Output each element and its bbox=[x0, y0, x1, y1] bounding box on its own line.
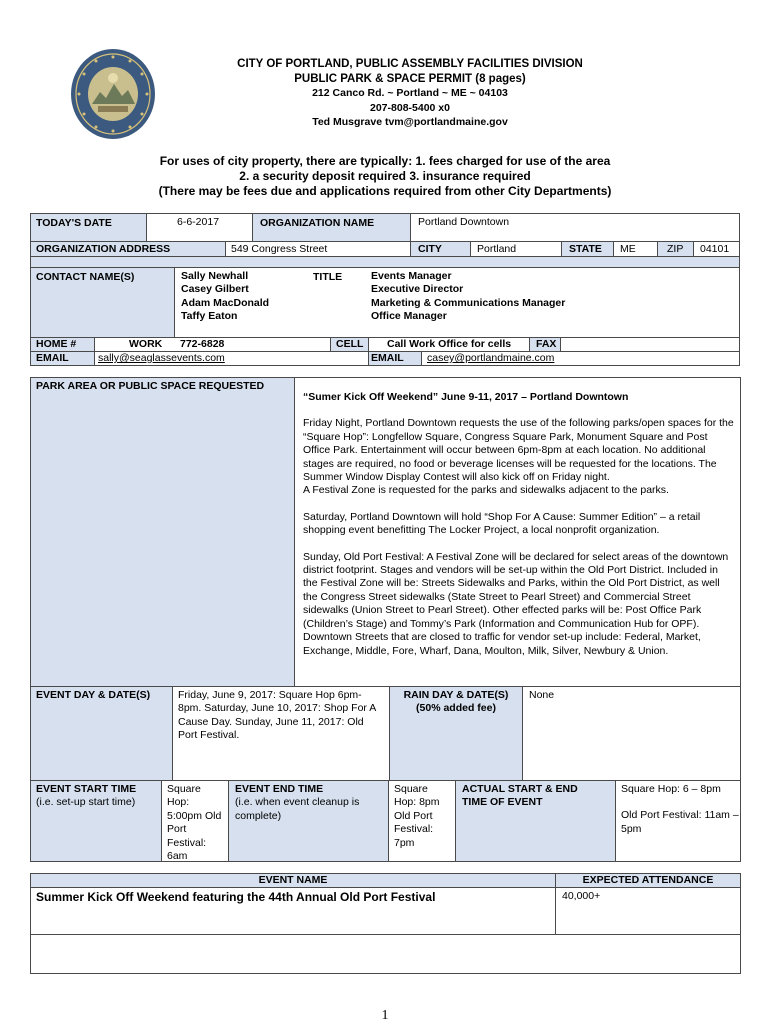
page-number: 1 bbox=[381, 1008, 389, 1023]
intro-line-2: 2. a security deposit required 3. insurance required bbox=[239, 169, 531, 183]
end-time-field[interactable] bbox=[388, 780, 456, 862]
city-label-cell bbox=[410, 241, 471, 257]
intro-text bbox=[40, 154, 730, 199]
contact-names-field[interactable] bbox=[174, 267, 740, 338]
email2-field[interactable] bbox=[421, 351, 740, 366]
city-label: CITY bbox=[418, 243, 442, 255]
header-line-5: Ted Musgrave tvm@portlandmaine.gov bbox=[312, 116, 508, 129]
intro-line-1: For uses of city property, there are typically: 1. fees charged for use of the area bbox=[159, 154, 611, 168]
end-time-value: Square Hop: 8pm Old Port Festival: 7pm bbox=[394, 783, 440, 849]
email2-label: EMAIL bbox=[371, 352, 404, 364]
attendance-label-cell bbox=[555, 873, 741, 888]
work-phone-field[interactable] bbox=[94, 337, 331, 352]
actual-time-label-cell bbox=[455, 780, 616, 862]
home-label: HOME # bbox=[36, 338, 77, 350]
event-dates-value: Friday, June 9, 2017: Square Hop 6pm-8pm. Saturday, June 10, 2017: Shop For A Cause Day. Sunday, June 11, 2017: Old Port Festival. bbox=[178, 689, 376, 742]
email2-value[interactable]: casey@portlandmaine.com bbox=[427, 352, 555, 364]
email2-label-cell bbox=[368, 351, 422, 366]
state-label: STATE bbox=[569, 243, 602, 255]
state-field[interactable] bbox=[613, 241, 658, 257]
park-paragraph-3b: Downtown Streets that are closed to traffic for vendor set-up include: Federal, Market, Exchange, Middle, Fore, Wharf, Dana, Moulton, Milk, Silver, Newbury & Union. bbox=[303, 631, 701, 657]
email-label: EMAIL bbox=[36, 352, 69, 364]
rain-date-label-line1: RAIN DAY & DATE(S) bbox=[403, 689, 509, 701]
event-name-label-cell bbox=[30, 873, 556, 888]
zip-value: 04101 bbox=[700, 243, 730, 255]
rain-date-label bbox=[390, 689, 522, 716]
zip-label: ZIP bbox=[667, 243, 684, 255]
park-paragraph-1b: A Festival Zone is requested for the parks and sidewalks adjacent to the parks. bbox=[303, 484, 669, 497]
end-time-sublabel: (i.e. when event cleanup is complete) bbox=[235, 796, 360, 822]
rain-date-label-cell bbox=[389, 686, 523, 781]
start-time-label: EVENT START TIME bbox=[36, 783, 137, 795]
attendance-label: EXPECTED ATTENDANCE bbox=[582, 874, 714, 886]
contact-title: Events Manager bbox=[371, 270, 452, 282]
cell-value: Call Work Office for cells bbox=[387, 338, 512, 350]
org-name-field[interactable] bbox=[410, 213, 740, 242]
attendance-value: 40,000+ bbox=[562, 890, 601, 902]
park-paragraph-3: Sunday, Old Port Festival: A Festival Zone will be declared for select areas of the downtown district footprint. Stages and vendors will be set-up within the Old Port District. Included in the Festival Zone will be: Streets Sidewalks and Parks, within the Old Port District, as well the Congress Street sidewalks (State Street to Pearl Street) and Commercial Street sidewalks (Union Street to Pearl Street). Other effected parks will be: Post Office Park (Children’s Stage) and Tommy’s Park (Information and Communication Hub for OPF). bbox=[303, 550, 729, 630]
start-time-label-cell bbox=[30, 780, 162, 862]
rain-date-label-line2: (50% added fee) bbox=[416, 702, 496, 715]
email-value[interactable]: sally@seaglassevents.com bbox=[98, 352, 225, 364]
todays-date-field[interactable] bbox=[146, 213, 253, 242]
start-time-label-block bbox=[36, 783, 136, 810]
park-area-label: PARK AREA OR PUBLIC SPACE REQUESTED bbox=[36, 380, 265, 392]
actual-time-label: ACTUAL START & END TIME OF EVENT bbox=[462, 783, 578, 809]
work-value: 772-6828 bbox=[180, 338, 225, 350]
park-paragraph-2: Saturday, Portland Downtown will hold “Shop For A Cause: Summer Edition” – a retail shopping event benefitting The Locker Project, a local nonprofit organization. bbox=[303, 510, 701, 537]
park-area-description bbox=[303, 391, 735, 658]
start-time-sublabel: (i.e. set-up start time) bbox=[36, 796, 136, 809]
org-name-label-cell bbox=[252, 213, 411, 242]
document-header bbox=[150, 57, 670, 130]
header-line-1: CITY OF PORTLAND, PUBLIC ASSEMBLY FACILITIES DIVISION bbox=[237, 58, 583, 70]
event-dates-field[interactable] bbox=[172, 686, 390, 781]
state-label-cell bbox=[561, 241, 614, 257]
title-list bbox=[371, 270, 565, 324]
actual-time-field[interactable] bbox=[615, 780, 741, 862]
zip-label-cell bbox=[657, 241, 694, 257]
zip-field[interactable] bbox=[693, 241, 740, 257]
state-value: ME bbox=[620, 243, 636, 255]
email-label-cell bbox=[30, 351, 95, 366]
start-time-field[interactable] bbox=[161, 780, 229, 862]
event-name-label: EVENT NAME bbox=[258, 874, 328, 886]
fax-label: FAX bbox=[536, 338, 557, 350]
city-seal-logo bbox=[70, 48, 156, 140]
end-time-label-block bbox=[235, 783, 385, 823]
contact-title: Executive Director bbox=[371, 283, 464, 296]
org-name-label: ORGANIZATION NAME bbox=[260, 217, 375, 229]
org-address-label-cell bbox=[30, 241, 226, 257]
org-address-value: 549 Congress Street bbox=[231, 243, 328, 255]
city-field[interactable] bbox=[470, 241, 562, 257]
event-name-field[interactable] bbox=[30, 887, 556, 935]
fax-label-cell bbox=[529, 337, 561, 352]
cell-label-cell bbox=[330, 337, 369, 352]
park-area-label-cell bbox=[30, 377, 295, 687]
header-line-3: 212 Canco Rd. ~ Portland ~ ME ~ 04103 bbox=[312, 87, 508, 100]
rain-date-field[interactable] bbox=[522, 686, 741, 781]
cell-phone-field[interactable] bbox=[368, 337, 530, 352]
park-area-field[interactable] bbox=[294, 377, 741, 687]
todays-date-label-cell bbox=[30, 213, 147, 242]
todays-date-label: TODAY'S DATE bbox=[36, 217, 112, 229]
header-line-2: PUBLIC PARK & SPACE PERMIT (8 pages) bbox=[294, 72, 526, 85]
work-label: WORK bbox=[129, 338, 163, 350]
attendance-field[interactable] bbox=[555, 887, 741, 935]
title-label: TITLE bbox=[313, 271, 343, 283]
start-time-value: Square Hop: 5:00pm Old Port Festival: 6am bbox=[167, 783, 222, 863]
end-time-label: EVENT END TIME bbox=[235, 783, 324, 795]
actual-time-values bbox=[621, 783, 739, 836]
intro-line-3: (There may be fees due and applications required from other City Departments) bbox=[158, 184, 612, 198]
extra-field[interactable] bbox=[30, 934, 741, 974]
event-dates-label-cell bbox=[30, 686, 173, 781]
contact-name: Sally Newhall bbox=[181, 270, 249, 282]
home-label-cell bbox=[30, 337, 95, 352]
event-name-value: Summer Kick Off Weekend featuring the 44th Annual Old Port Festival bbox=[36, 890, 436, 904]
email-field[interactable] bbox=[94, 351, 369, 366]
org-address-label: ORGANIZATION ADDRESS bbox=[36, 243, 171, 255]
contact-title: Marketing & Communications Manager bbox=[371, 296, 566, 309]
todays-date-value: 6-6-2017 bbox=[177, 216, 220, 228]
rain-date-value: None bbox=[529, 689, 555, 701]
actual-time-old-port: Old Port Festival: 11am – 5pm bbox=[621, 809, 739, 835]
contact-title: Office Manager bbox=[371, 310, 447, 323]
contact-label: CONTACT NAME(S) bbox=[36, 271, 135, 283]
contact-name: Casey Gilbert bbox=[181, 283, 249, 296]
cell-label: CELL bbox=[336, 338, 364, 350]
contact-name: Adam MacDonald bbox=[181, 296, 270, 309]
org-address-field[interactable] bbox=[225, 241, 411, 257]
city-value: Portland bbox=[477, 243, 517, 255]
fax-field[interactable] bbox=[560, 337, 740, 352]
end-time-label-cell bbox=[228, 780, 389, 862]
header-line-4: 207-808-5400 x0 bbox=[370, 101, 450, 114]
contact-list bbox=[181, 270, 269, 324]
park-event-title: “Sumer Kick Off Weekend” June 9-11, 2017 – Portland Downtown bbox=[303, 391, 629, 403]
org-name-value: Portland Downtown bbox=[418, 216, 510, 228]
park-paragraph-1: Friday Night, Portland Downtown requests the use of the following parks/open spaces for the “Square Hop”: Longfellow Square, Congress Square Park, Monument Square and Post Office Park. Entertainment will occur between 6pm-8pm at each location. No additional stages are required, no food or beverage licenses will be requested for the locations. The Summer Window Display Contest will also kick off on Friday night. bbox=[303, 417, 734, 484]
contact-label-cell bbox=[30, 267, 175, 338]
actual-time-square-hop: Square Hop: 6 – 8pm bbox=[621, 783, 721, 795]
contact-name: Taffy Eaton bbox=[181, 310, 238, 323]
event-dates-label: EVENT DAY & DATE(S) bbox=[36, 689, 151, 701]
